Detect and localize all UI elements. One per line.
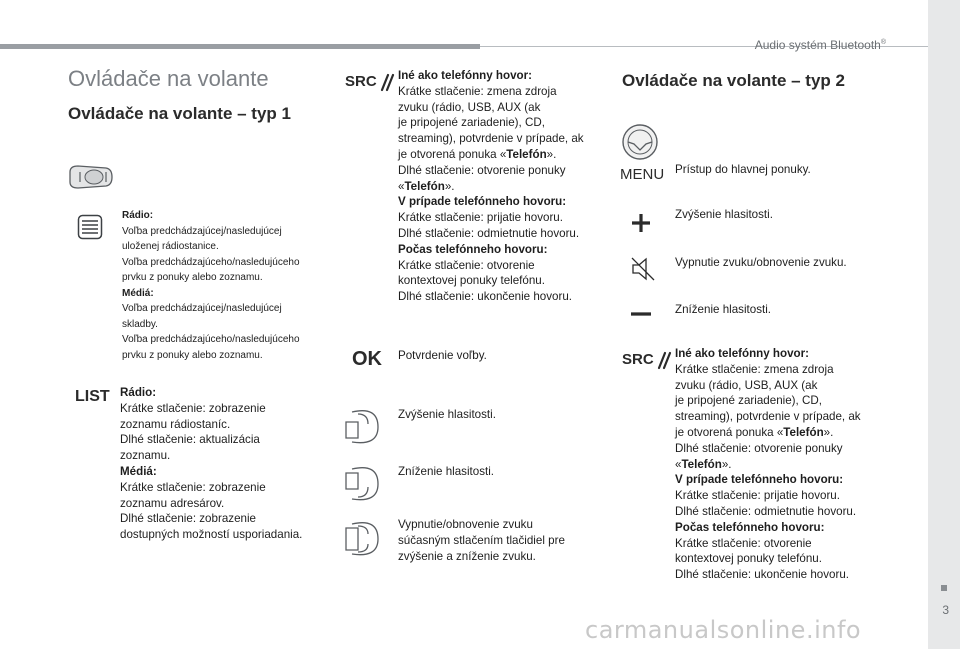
volume-up-paddle-icon — [344, 408, 384, 446]
list-button-label: LIST — [75, 388, 110, 405]
registered-mark: ® — [880, 39, 886, 46]
text-line: Rádio: — [122, 210, 154, 221]
mute-paddle-icon — [344, 520, 384, 558]
text-line: Vypnutie/obnovenie zvuku — [398, 518, 533, 531]
text-line: zvuku (rádio, USB, AUX (ak — [675, 378, 818, 392]
text-line: «Telefón». — [675, 457, 732, 471]
text-line: Dlhé stlačenie: odmietnutie hovoru. — [675, 504, 857, 518]
menu-text: Prístup do hlavnej ponuky. — [675, 163, 811, 176]
text-line: Krátke stlačenie: zmena zdroja — [675, 362, 834, 376]
text-line: Dlhé stlačenie: aktualizácia — [120, 433, 260, 447]
text-line: Voľba predchádzajúcej/nasledujúcej — [122, 225, 282, 237]
text-line: uloženej rádiostanice. — [122, 241, 219, 252]
src-icon — [345, 71, 395, 93]
header-title: Audio systém Bluetooth — [754, 38, 881, 52]
text-line: V prípade telefónneho hovoru: — [398, 195, 567, 209]
section-title: Ovládače na volante — [68, 66, 269, 91]
header-rule — [0, 44, 480, 49]
vol-down-text: Zníženie hlasitosti. — [398, 465, 495, 478]
minus-icon — [630, 310, 652, 318]
page-header — [755, 38, 886, 52]
phone-slash-icon — [656, 350, 672, 370]
text-line: Dlhé stlačenie: ukončenie hovoru. — [398, 290, 573, 304]
text-line: prvku z ponuky alebo zoznamu. — [122, 349, 263, 361]
side-margin-bar — [928, 0, 960, 649]
ok-text: Potvrdenie voľby. — [398, 349, 487, 362]
text-line: zoznamu. — [120, 449, 171, 463]
text-line: streaming), potvrdenie v prípade, ak — [675, 410, 861, 424]
mute-icon — [630, 256, 656, 282]
src-label: SRC — [345, 73, 377, 90]
text-line: Krátke stlačenie: prijatie hovoru. — [675, 489, 840, 503]
text-line: V prípade telefónneho hovoru: — [675, 473, 844, 487]
text-line: zoznamu rádiostaníc. — [120, 417, 231, 431]
text-line: je otvorená ponuka «Telefón». — [398, 147, 557, 161]
menu-button-label: MENU — [620, 166, 665, 183]
text-line: Krátke stlačenie: zmena zdroja — [398, 84, 557, 98]
steering-stalk-icon — [66, 160, 116, 194]
steering-wheel-icon — [620, 122, 660, 162]
type1-heading: Ovládače na volante – typ 1 — [68, 104, 291, 123]
type2-src-text — [675, 346, 880, 583]
type2-heading: Ovládače na volante – typ 2 — [622, 71, 845, 90]
text-line: Krátke stlačenie: prijatie hovoru. — [398, 211, 563, 225]
text-line: Dlhé stlačenie: ukončenie hovoru. — [675, 568, 850, 582]
text-line: Voľba predchádzajúceho/nasledujúceho — [122, 256, 300, 268]
type1-item2-text — [120, 385, 335, 543]
text-line: streaming), potvrdenie v prípade, ak — [398, 132, 584, 146]
text-line: Iné ako telefónny hovor: — [398, 69, 532, 82]
middle-src-text — [398, 68, 598, 305]
text-line: Krátke stlačenie: zobrazenie — [120, 480, 266, 494]
watermark: carmanualsonline.info — [585, 616, 862, 644]
text-line: Médiá: — [122, 287, 154, 299]
text-line: dostupných možností usporiadania. — [120, 528, 303, 542]
text-line: súčasným stlačením tlačidiel pre — [398, 533, 565, 547]
text-line: Počas telefónneho hovoru: — [398, 242, 548, 256]
text-line: zoznamu adresárov. — [120, 496, 225, 510]
plus-text: Zvýšenie hlasitosti. — [675, 208, 773, 221]
text-line: Médiá: — [120, 464, 157, 478]
minus-text: Zníženie hlasitosti. — [675, 303, 772, 316]
text-line: Dlhé stlačenie: odmietnutie hovoru. — [398, 226, 580, 240]
text-line: Voľba predchádzajúceho/nasledujúceho — [122, 334, 300, 345]
text-line: Rádio: — [120, 386, 157, 399]
text-line: zvýšenie a zníženie zvuku. — [398, 549, 536, 563]
text-line: prvku z ponuky alebo zoznamu. — [122, 272, 263, 283]
text-line: «Telefón». — [398, 179, 455, 193]
text-line: Krátke stlačenie: otvorenie — [398, 258, 535, 272]
mute-text — [398, 517, 598, 564]
text-line: Dlhé stlačenie: zobrazenie — [120, 512, 256, 526]
page-marker — [941, 585, 947, 591]
phone-slash-icon — [379, 72, 395, 92]
vol-up-text: Zvýšenie hlasitosti. — [398, 408, 496, 421]
type1-item1-text — [122, 208, 332, 363]
text-line: je pripojené zariadenie), CD, — [675, 394, 822, 408]
text-line: je otvorená ponuka «Telefón». — [675, 425, 834, 439]
text-line: Dlhé stlačenie: otvorenie ponuky — [675, 441, 843, 455]
text-line: Krátke stlačenie: otvorenie — [675, 536, 812, 550]
text-line: Počas telefónneho hovoru: — [675, 520, 825, 534]
page-number: 3 — [942, 603, 949, 617]
plus-icon — [630, 212, 652, 234]
mute-text-2: Vypnutie zvuku/obnovenie zvuku. — [675, 256, 847, 269]
text-line: Krátke stlačenie: zobrazenie — [120, 401, 266, 415]
text-line: Voľba predchádzajúcej/nasledujúcej — [122, 303, 282, 314]
volume-down-paddle-icon — [344, 465, 384, 503]
text-line: kontextovej ponuky telefónu. — [675, 552, 822, 566]
text-line: je pripojené zariadenie), CD, — [398, 116, 545, 130]
text-line: zvuku (rádio, USB, AUX (ak — [398, 100, 541, 114]
text-line: kontextovej ponuky telefónu. — [398, 274, 545, 288]
text-line: skladby. — [122, 318, 158, 330]
text-line: Iné ako telefónny hovor: — [675, 347, 809, 360]
scroll-wheel-icon — [77, 214, 103, 240]
src-label-2: SRC — [622, 351, 654, 368]
text-line: Dlhé stlačenie: otvorenie ponuky — [398, 163, 566, 177]
ok-button-label: OK — [352, 348, 382, 370]
src-icon-2 — [622, 349, 672, 371]
